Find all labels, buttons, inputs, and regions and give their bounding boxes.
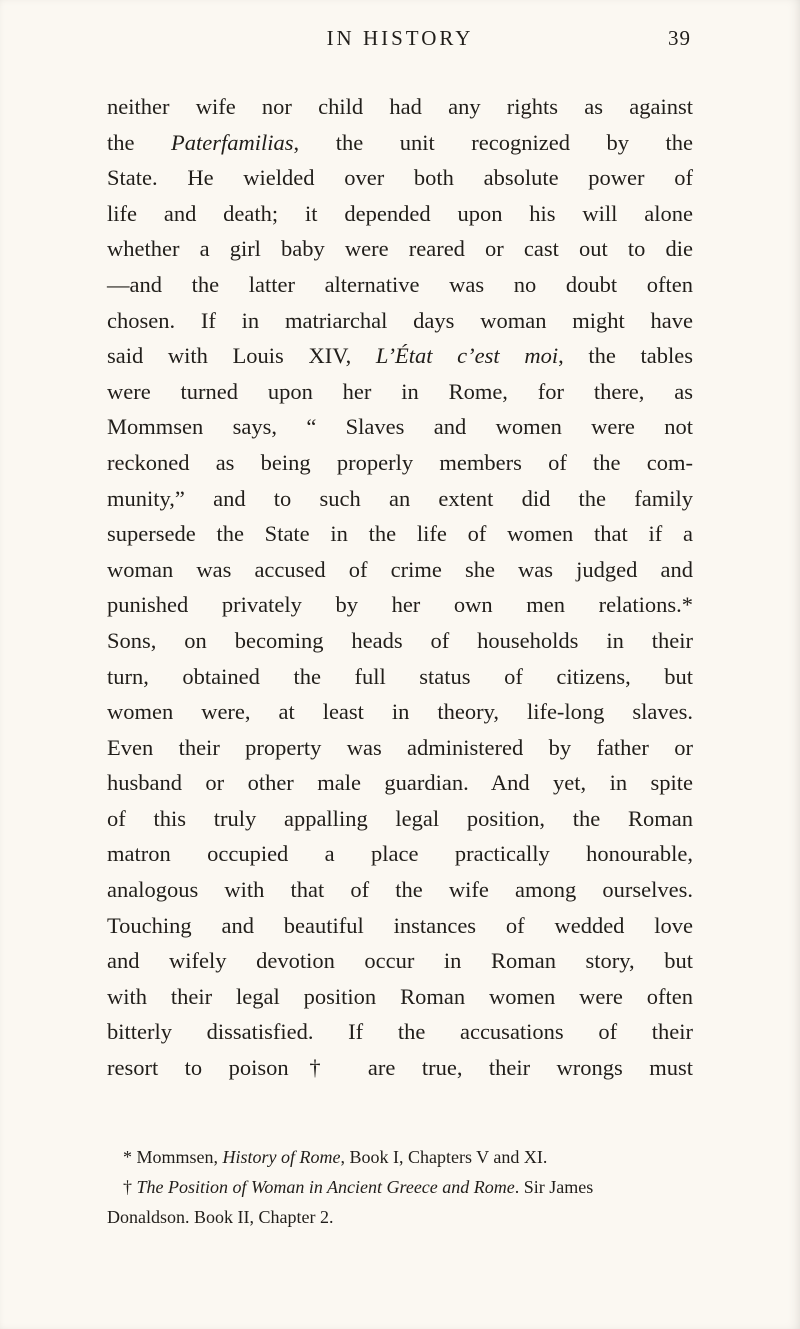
italic-text: Paterfamilias — [171, 129, 294, 155]
text-segment: Mommsen says, “ Slaves and women were not — [107, 414, 693, 440]
text-segment: punished privately by her own men relations.* — [107, 592, 693, 618]
text-line — [107, 125, 693, 161]
page-header — [107, 26, 693, 56]
text-segment: with their legal position Roman women were often — [107, 983, 693, 1009]
text-line — [107, 730, 693, 766]
text-segment: State. He wielded over both absolute power of — [107, 165, 693, 191]
text-segment: * Mommsen, — [123, 1146, 223, 1167]
text-line — [107, 231, 693, 267]
text-line — [107, 801, 693, 837]
text-segment: munity,” and to such an extent did the family — [107, 485, 693, 511]
text-line — [107, 303, 693, 339]
text-line — [107, 445, 693, 481]
text-segment: analogous with that of the wife among ourselves. — [107, 877, 693, 903]
text-line — [107, 1172, 693, 1202]
text-segment: turn, obtained the full status of citizens, but — [107, 663, 693, 689]
text-segment: of this truly appalling legal position, the Roman — [107, 805, 693, 831]
text-segment: chosen. If in matriarchal days woman might have — [107, 307, 693, 333]
text-line — [107, 160, 693, 196]
text-segment: were turned upon her in Rome, for there, as — [107, 378, 693, 404]
text-line — [107, 979, 693, 1015]
text-line — [107, 908, 693, 944]
text-segment: Even their property was administered by father or — [107, 734, 693, 760]
text-segment: the — [107, 129, 172, 155]
text-segment: . Sir James — [514, 1176, 594, 1197]
text-line — [107, 196, 693, 232]
text-segment: Sons, on becoming heads of households in their — [107, 627, 693, 653]
text-segment: —and the latter alternative was no doubt often — [107, 271, 693, 297]
text-segment: Donaldson. Book II, Chapter 2. — [107, 1206, 334, 1227]
text-line — [107, 1202, 693, 1232]
text-segment: , the tables — [558, 343, 693, 369]
text-line — [107, 409, 693, 445]
text-line — [107, 587, 693, 623]
text-segment: husband or other male guardian. And yet, in spite — [107, 770, 693, 796]
text-segment: and wifely devotion occur in Roman story, but — [107, 948, 693, 974]
text-line — [107, 623, 693, 659]
text-line — [107, 765, 693, 801]
text-line — [107, 374, 693, 410]
footnotes — [107, 1142, 693, 1232]
italic-text: History of Rome — [222, 1146, 341, 1167]
text-segment: , the unit recognized by the — [293, 129, 693, 155]
text-segment: woman was accused of crime she was judged and — [107, 556, 693, 582]
page-number: 39 — [668, 26, 691, 50]
text-segment: † — [123, 1176, 137, 1197]
text-segment: , Book I, Chapters V and XI. — [340, 1146, 548, 1167]
text-segment: whether a girl baby were reared or cast out to die — [107, 236, 693, 262]
text-segment: matron occupied a place practically honourable, — [107, 841, 693, 867]
text-segment: resort to poison† are true, their wrongs must — [107, 1055, 693, 1081]
text-line — [107, 659, 693, 695]
text-line — [107, 872, 693, 908]
running-title: IN HISTORY — [326, 26, 474, 50]
text-line — [107, 552, 693, 588]
text-line — [107, 1014, 693, 1050]
text-line — [107, 1142, 693, 1172]
body-text — [107, 89, 693, 1086]
text-segment: supersede the State in the life of women that if a — [107, 521, 693, 547]
text-line — [107, 89, 693, 125]
text-segment: neither wife nor child had any rights as against — [107, 94, 693, 119]
text-line — [107, 267, 693, 303]
text-segment: women were, at least in theory, life-long slaves. — [107, 699, 693, 725]
italic-text: L’État c’est moi — [375, 343, 559, 369]
text-line — [107, 1050, 693, 1086]
text-line — [107, 516, 693, 552]
text-line — [107, 943, 693, 979]
text-block — [107, 26, 693, 1232]
text-line — [107, 836, 693, 872]
text-segment: Touching and beautiful instances of wedded love — [107, 912, 693, 938]
text-line — [107, 694, 693, 730]
text-line — [107, 481, 693, 517]
text-line — [107, 338, 693, 374]
text-segment: life and death; it depended upon his will alone — [107, 200, 693, 226]
text-segment: reckoned as being properly members of the com- — [107, 449, 693, 475]
text-segment: bitterly dissatisfied. If the accusations of their — [107, 1019, 693, 1045]
italic-text: The Position of Woman in Ancient Greece and Rome — [136, 1176, 515, 1197]
text-segment: said with Louis XIV, — [107, 343, 376, 369]
